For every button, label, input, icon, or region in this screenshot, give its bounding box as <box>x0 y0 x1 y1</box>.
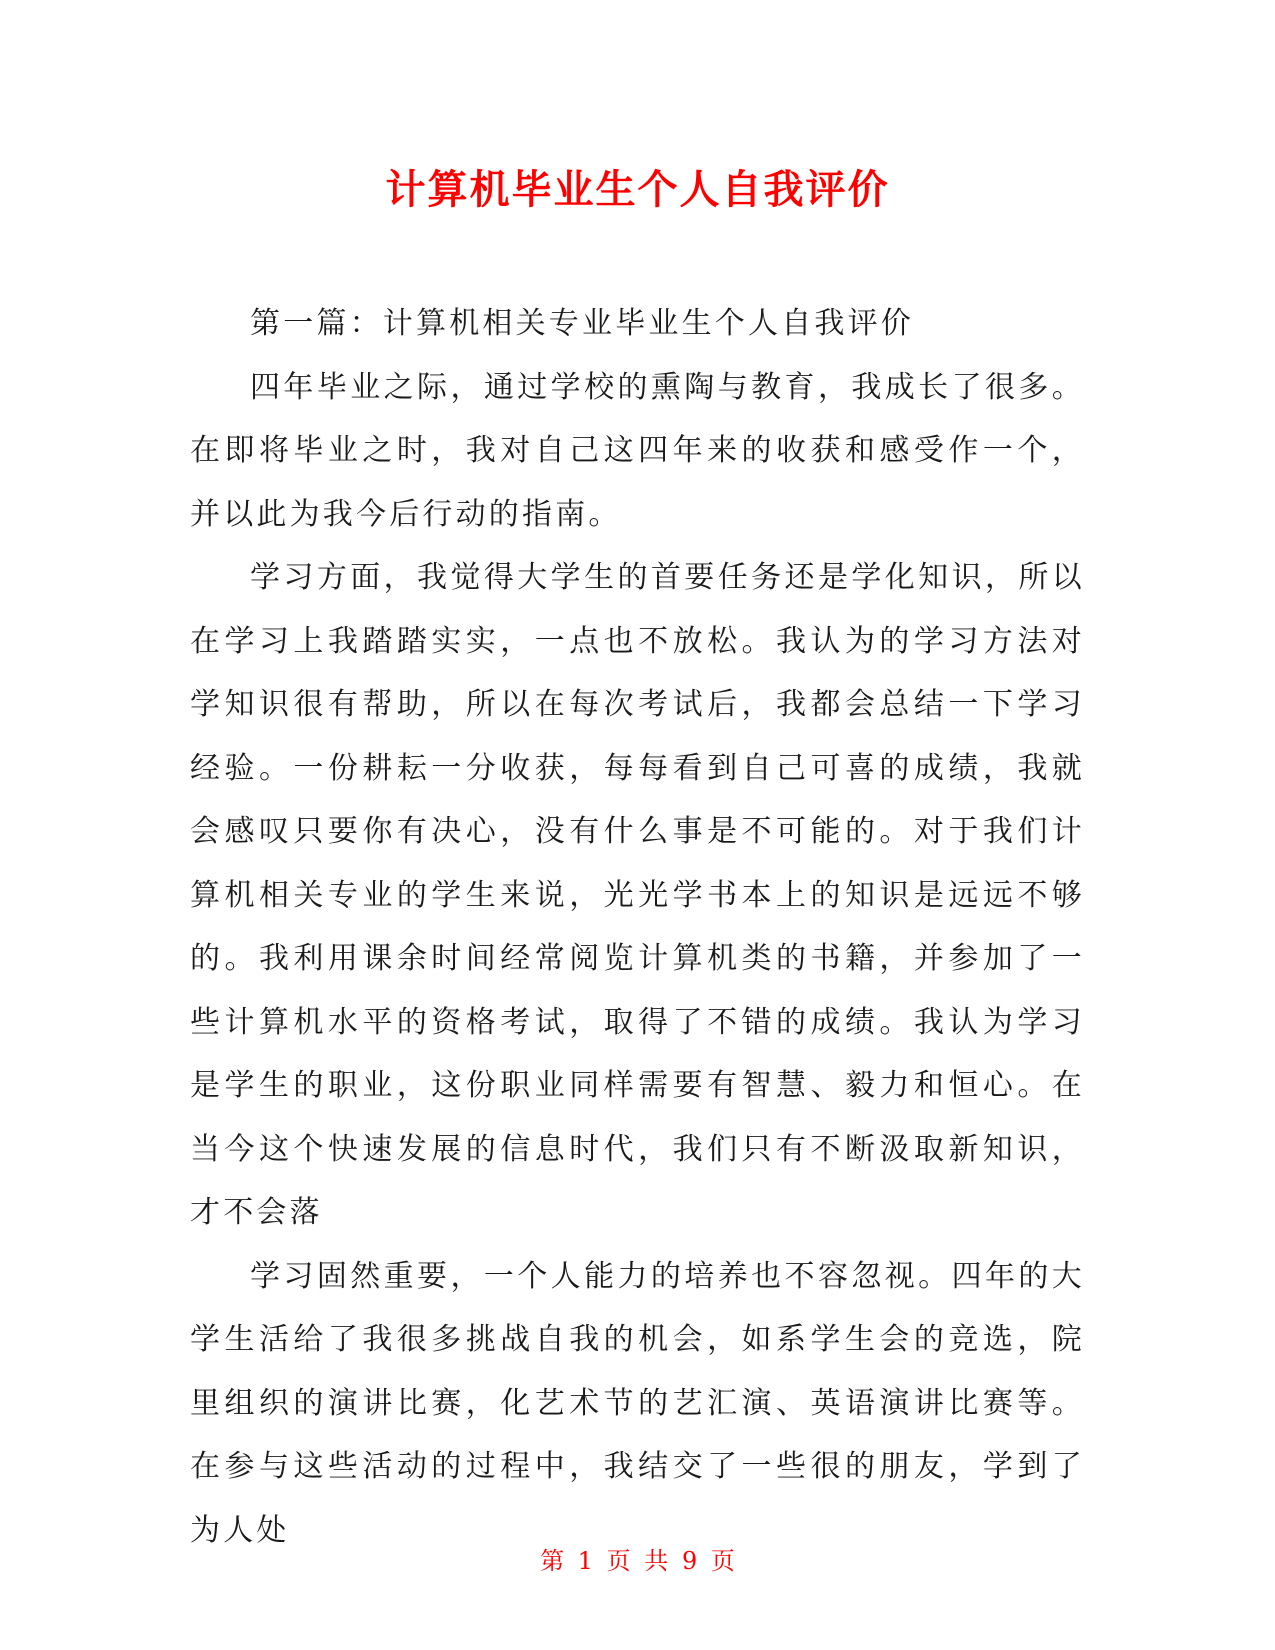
paragraph-study: 学习方面，我觉得大学生的首要任务还是学化知识，所以在学习上我踏踏实实，一点也不放松。我认为的学习方法对学知识很有帮助，所以在每次考试后，我都会总结一下学习经验。一份耕耘一分收获，每每看到自己可喜的成绩，我就会感叹只要你有决心，没有什么事是不可能的。对于我们计算机相关专业的学生来说，光光学书本上的知识是远远不够的。我利用课余时间经常阅览计算机类的书籍，并参加了一些计算机水平的资格考试，取得了不错的成绩。我认为学习是学生的职业，这份职业同样需要有智慧、毅力和恒心。在当今这个快速发展的信息时代，我们只有不断汲取新知识，才不会落 <box>190 560 1085 1230</box>
section-heading: 第一篇：计算机相关专业毕业生个人自我评价 <box>250 306 914 341</box>
document-title: 计算机毕业生个人自我评价 <box>385 167 890 213</box>
page-number-footer: 第 1 页 共 9 页 <box>540 1547 735 1575</box>
document-body <box>190 292 1085 1562</box>
paragraph-ability: 学习固然重要，一个人能力的培养也不容忽视。四年的大学生活给了我很多挑战自我的机会，如系学生会的竞选，院里组织的演讲比赛，化艺术节的艺汇演、英语演讲比赛等。在参与这些活动的过程中，我结交了一些很的朋友，学到了为人处 <box>190 1258 1085 1548</box>
paragraph-intro: 四年毕业之际，通过学校的熏陶与教育，我成长了很多。在即将毕业之时，我对自己这四年来的收获和感受作一个，并以此为我今后行动的指南。 <box>190 369 1085 532</box>
